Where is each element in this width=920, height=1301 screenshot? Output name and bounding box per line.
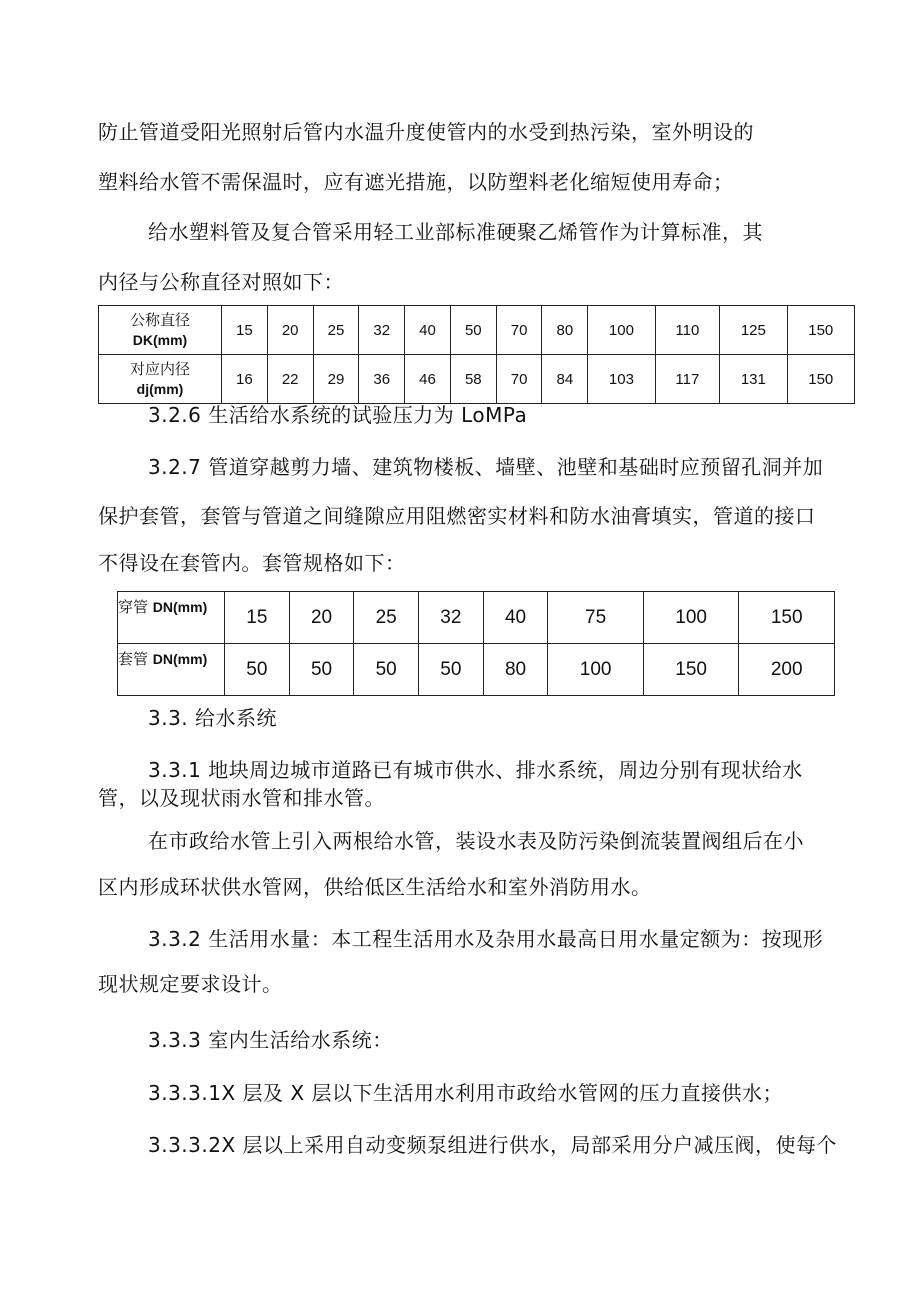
paragraph-line: 不得设在套管内。套管规格如下： <box>98 551 406 575</box>
table-cell: 15 <box>225 592 290 644</box>
header-unit: DN(mm) <box>152 651 208 667</box>
table-cell: 40 <box>483 592 548 644</box>
row-header <box>118 644 225 696</box>
paragraph-line: 管，以及现状雨水管和排水管。 <box>98 786 385 810</box>
header-label: 套管 <box>118 650 149 668</box>
table-cell: 50 <box>354 644 419 696</box>
table-cell: 25 <box>354 592 419 644</box>
table-row <box>99 306 855 355</box>
table-cell: 84 <box>542 355 588 404</box>
table-cell: 50 <box>225 644 290 696</box>
table-cell: 75 <box>548 592 644 644</box>
table-cell: 22 <box>267 355 313 404</box>
paragraph-line: 内径与公称直径对照如下： <box>98 270 344 294</box>
header-unit: DN(mm) <box>152 599 208 615</box>
header-label: 穿管 <box>118 598 149 616</box>
paragraph-line: 3.2.7 管道穿越剪力墙、建筑物楼板、墙壁、池壁和基础时应预留孔洞并加 <box>148 455 824 479</box>
paragraph-line: 3.3.1 地块周边城市道路已有城市供水、排水系统，周边分别有现状给水 <box>148 758 803 782</box>
table-cell: 150 <box>643 644 739 696</box>
paragraph-line: 防止管道受阳光照射后管内水温升度使管内的水受到热污染，室外明设的 <box>98 120 754 144</box>
paragraph-line: 3.3.2 生活用水量：本工程生活用水及杂用水最高日用水量定额为：按现形 <box>148 927 824 951</box>
table-cell: 125 <box>720 306 787 355</box>
header-unit: dj(mm) <box>136 381 184 397</box>
table-cell: 58 <box>450 355 496 404</box>
table-cell: 131 <box>720 355 787 404</box>
table-cell: 117 <box>655 355 720 404</box>
table-row <box>118 644 835 696</box>
table-cell: 80 <box>542 306 588 355</box>
row-header <box>118 592 225 644</box>
table-cell: 150 <box>787 306 854 355</box>
paragraph-line: 3.3.3.2X 层以上采用自动变频泵组进行供水，局部采用分户减压阀，使每个 <box>148 1133 838 1157</box>
header-unit: DK(mm) <box>132 332 188 348</box>
table-cell: 20 <box>289 592 354 644</box>
table-cell: 46 <box>405 355 451 404</box>
table-cell: 32 <box>419 592 484 644</box>
paragraph-line: 区内形成环状供水管网，供给低区生活给水和室外消防用水。 <box>98 875 652 899</box>
table-cell: 100 <box>643 592 739 644</box>
table-cell: 36 <box>359 355 405 404</box>
table-cell: 150 <box>787 355 854 404</box>
paragraph-line: 给水塑料管及复合管采用轻工业部标准硬聚乙烯管作为计算标准，其 <box>148 220 763 244</box>
paragraph-line: 3.3.3.1X 层及 X 层以下生活用水利用市政给水管网的压力直接供水； <box>148 1081 783 1105</box>
paragraph-line: 现状规定要求设计。 <box>98 972 283 996</box>
table-cell: 100 <box>588 306 655 355</box>
table-cell: 29 <box>313 355 359 404</box>
table-cell: 100 <box>548 644 644 696</box>
table-cell: 50 <box>450 306 496 355</box>
sleeve-spec-table <box>117 591 835 696</box>
table-cell: 80 <box>483 644 548 696</box>
header-label: 公称直径 <box>129 311 190 329</box>
table-cell: 32 <box>359 306 405 355</box>
table-cell: 20 <box>267 306 313 355</box>
table-cell: 50 <box>419 644 484 696</box>
table-cell: 40 <box>405 306 451 355</box>
row-header <box>99 306 222 355</box>
paragraph-line: 在市政给水管上引入两根给水管，装设水表及防污染倒流装置阀组后在小 <box>148 829 804 853</box>
table-cell: 150 <box>739 592 835 644</box>
paragraph-line: 塑料给水管不需保温时，应有遮光措施，以防塑料老化缩短使用寿命； <box>98 170 734 194</box>
table-cell: 15 <box>222 306 268 355</box>
table-cell: 103 <box>588 355 655 404</box>
pipe-diameter-table <box>98 305 855 404</box>
table-cell: 25 <box>313 306 359 355</box>
table-cell: 50 <box>289 644 354 696</box>
table-row <box>99 355 855 404</box>
row-header <box>99 355 222 404</box>
header-label: 对应内径 <box>129 360 190 378</box>
paragraph-line: 3.3.3 室内生活给水系统： <box>148 1028 393 1052</box>
paragraph-line: 3.2.6 生活给水系统的试验压力为 LoMPa <box>148 403 528 427</box>
table-cell: 70 <box>496 355 542 404</box>
table-cell: 200 <box>739 644 835 696</box>
section-heading: 3.3. 给水系统 <box>148 706 278 730</box>
paragraph-line: 保护套管，套管与管道之间缝隙应用阻燃密实材料和防水油膏填实，管道的接口 <box>98 504 816 528</box>
table-row <box>118 592 835 644</box>
table-cell: 70 <box>496 306 542 355</box>
table-cell: 110 <box>655 306 720 355</box>
table-cell: 16 <box>222 355 268 404</box>
